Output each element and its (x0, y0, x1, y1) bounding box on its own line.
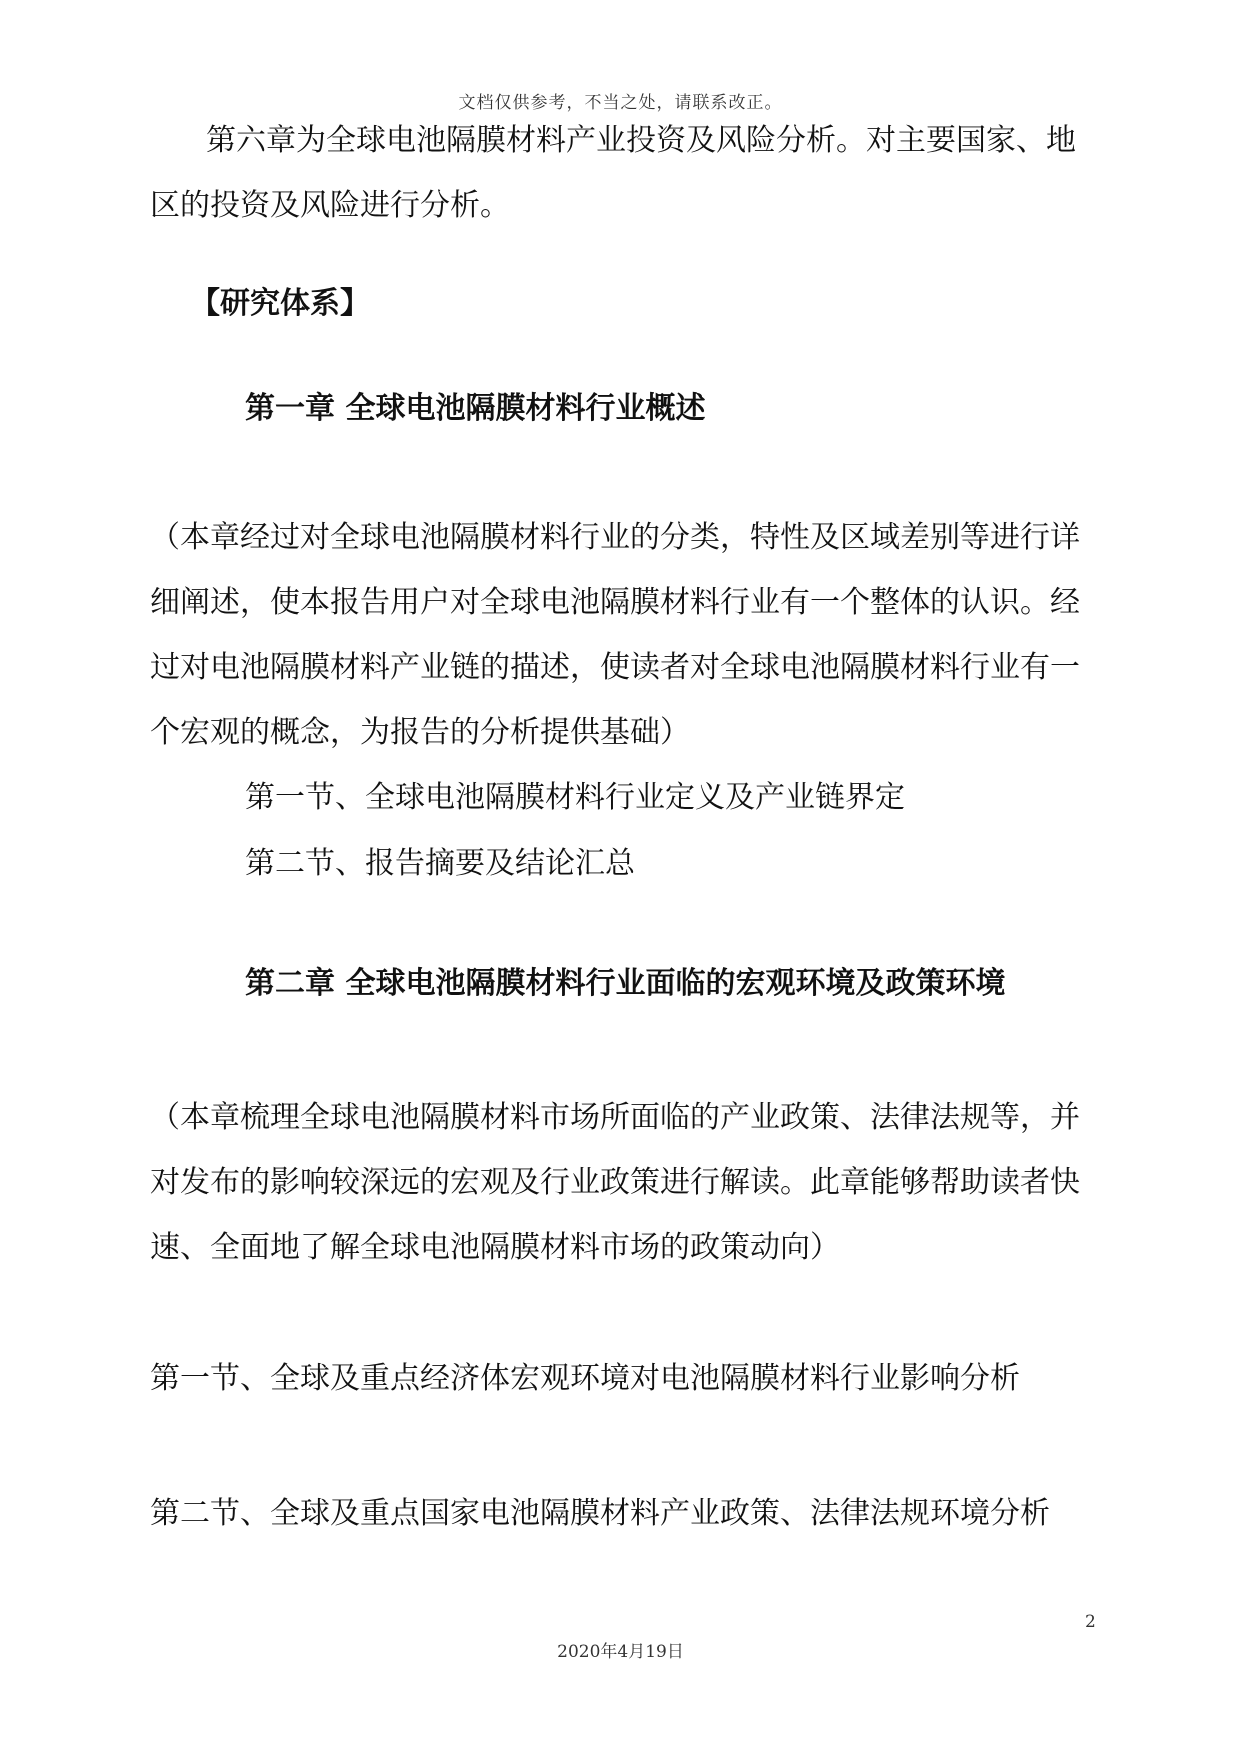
chapter1-section2: 第二节、报告摘要及结论汇总 (245, 846, 635, 881)
page-footer-date: 2020年4月19日 (557, 1642, 684, 1662)
page-header-note: 文档仅供参考，不当之处，请联系改正。 (458, 93, 783, 113)
page-number: 2 (1085, 1612, 1096, 1632)
chapter2-section2: 第二节、全球及重点国家电池隔膜材料产业政策、法律法规环境分析 (150, 1496, 1050, 1531)
chapter2-description: （本章梳理全球电池隔膜材料市场所面临的产业政策、法律法规等，并对发布的影响较深远的宏观及行业政策进行解读。此章能够帮助读者快速、全面地了解全球电池隔膜材料市场的政策动向） (150, 1100, 1080, 1265)
chapter1-description: （本章经过对全球电池隔膜材料行业的分类，特性及区域差别等进行详细阐述，使本报告用户对全球电池隔膜材料行业有一个整体的认识。经过对电池隔膜材料产业链的描述，使读者对全球电池隔膜材料行业有一个宏观的概念，为报告的分析提供基础） (150, 520, 1080, 750)
chapter1-section1: 第一节、全球电池隔膜材料行业定义及产业链界定 (245, 780, 905, 815)
chapter2-title: 第二章 全球电池隔膜材料行业面临的宏观环境及政策环境 (245, 966, 1006, 1001)
chapter1-title: 第一章 全球电池隔膜材料行业概述 (245, 391, 706, 426)
research-system-heading: 【研究体系】 (190, 286, 370, 321)
intro-paragraph: 第六章为全球电池隔膜材料产业投资及风险分析。对主要国家、地区的投资及风险进行分析。 (150, 123, 1076, 223)
chapter2-section1: 第一节、全球及重点经济体宏观环境对电池隔膜材料行业影响分析 (150, 1361, 1020, 1396)
